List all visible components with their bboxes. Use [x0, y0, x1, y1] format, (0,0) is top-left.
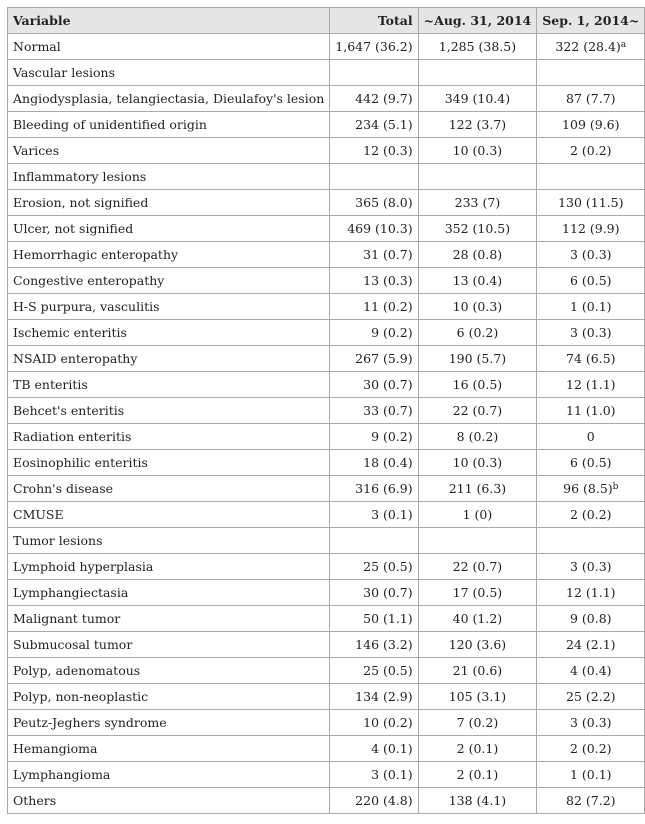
cell-aug	[418, 164, 537, 190]
table-row	[8, 320, 645, 346]
cell-sep-value: 2 (0.2)	[570, 741, 612, 756]
cell-total: 10 (0.2)	[330, 710, 418, 736]
table-row	[8, 138, 645, 164]
cell-aug: 40 (1.2)	[418, 606, 537, 632]
cell-sep	[537, 762, 645, 788]
header-total: Total	[330, 8, 418, 34]
cell-sep-value: 4 (0.4)	[570, 663, 612, 678]
cell-variable: Ischemic enteritis	[8, 320, 330, 346]
cell-sep-value: 3 (0.3)	[570, 247, 612, 262]
cell-total: 25 (0.5)	[330, 658, 418, 684]
cell-aug: 28 (0.8)	[418, 242, 537, 268]
cell-variable: Peutz-Jeghers syndrome	[8, 710, 330, 736]
cell-variable: Congestive enteropathy	[8, 268, 330, 294]
table-row	[8, 528, 645, 554]
cell-variable: Lymphangioma	[8, 762, 330, 788]
table-row	[8, 736, 645, 762]
cell-total: 9 (0.2)	[330, 320, 418, 346]
cell-variable: TB enteritis	[8, 372, 330, 398]
cell-sep-value: 6 (0.5)	[570, 455, 612, 470]
cell-sep-value: 82 (7.2)	[566, 793, 616, 808]
cell-total: 13 (0.3)	[330, 268, 418, 294]
cell-sep	[537, 450, 645, 476]
cell-sep-value: 109 (9.6)	[562, 117, 620, 132]
cell-sep	[537, 736, 645, 762]
cell-sep	[537, 788, 645, 814]
table-row	[8, 632, 645, 658]
cell-aug: 7 (0.2)	[418, 710, 537, 736]
cell-sep	[537, 60, 645, 86]
cell-sep-value: 6 (0.5)	[570, 273, 612, 288]
cell-aug: 1,285 (38.5)	[418, 34, 537, 60]
footnote-marker: a	[620, 40, 627, 50]
cell-total: 442 (9.7)	[330, 86, 418, 112]
cell-sep	[537, 528, 645, 554]
table-row	[8, 710, 645, 736]
cell-sep-value: 96 (8.5)	[563, 481, 613, 496]
cell-variable: NSAID enteropathy	[8, 346, 330, 372]
cell-sep	[537, 398, 645, 424]
cell-sep-value: 11 (1.0)	[566, 403, 616, 418]
cell-aug	[418, 60, 537, 86]
table-row	[8, 372, 645, 398]
table-row	[8, 658, 645, 684]
cell-aug	[418, 528, 537, 554]
cell-aug: 10 (0.3)	[418, 138, 537, 164]
cell-total: 9 (0.2)	[330, 424, 418, 450]
cell-total: 365 (8.0)	[330, 190, 418, 216]
cell-variable: Polyp, adenomatous	[8, 658, 330, 684]
cell-sep	[537, 294, 645, 320]
cell-total: 50 (1.1)	[330, 606, 418, 632]
cell-sep	[537, 476, 645, 502]
table-body	[8, 34, 645, 814]
cell-sep-value: 24 (2.1)	[566, 637, 616, 652]
cell-variable: H-S purpura, vasculitis	[8, 294, 330, 320]
cell-sep	[537, 216, 645, 242]
cell-sep	[537, 164, 645, 190]
cell-sep-value: 74 (6.5)	[566, 351, 616, 366]
cell-total	[330, 164, 418, 190]
cell-sep	[537, 320, 645, 346]
header-variable: Variable	[8, 8, 330, 34]
cell-sep	[537, 190, 645, 216]
cell-aug: 16 (0.5)	[418, 372, 537, 398]
cell-variable: Eosinophilic enteritis	[8, 450, 330, 476]
table-row	[8, 762, 645, 788]
table-row	[8, 346, 645, 372]
cell-variable: Hemorrhagic enteropathy	[8, 242, 330, 268]
table-row	[8, 580, 645, 606]
cell-sep	[537, 606, 645, 632]
cell-total: 31 (0.7)	[330, 242, 418, 268]
cell-sep-value: 3 (0.3)	[570, 559, 612, 574]
cell-variable: Malignant tumor	[8, 606, 330, 632]
cell-variable: Lymphangiectasia	[8, 580, 330, 606]
cell-aug: 10 (0.3)	[418, 294, 537, 320]
cell-variable: Ulcer, not signified	[8, 216, 330, 242]
cell-aug: 17 (0.5)	[418, 580, 537, 606]
cell-variable: Bleeding of unidentified origin	[8, 112, 330, 138]
cell-sep-value: 9 (0.8)	[570, 611, 612, 626]
cell-sep-value: 1 (0.1)	[570, 299, 612, 314]
cell-sep-value: 130 (11.5)	[558, 195, 624, 210]
cell-variable: Tumor lesions	[8, 528, 330, 554]
table-row	[8, 450, 645, 476]
cell-sep-value: 3 (0.3)	[570, 715, 612, 730]
table-row	[8, 34, 645, 60]
cell-variable: Behcet's enteritis	[8, 398, 330, 424]
cell-sep-value: 2 (0.2)	[570, 507, 612, 522]
cell-sep	[537, 424, 645, 450]
header-row	[8, 8, 645, 34]
cell-variable: Lymphoid hyperplasia	[8, 554, 330, 580]
table-row	[8, 476, 645, 502]
cell-variable: Angiodysplasia, telangiectasia, Dieulafoy's lesion	[8, 86, 330, 112]
table-row	[8, 242, 645, 268]
cell-sep-value: 87 (7.7)	[566, 91, 616, 106]
table-row	[8, 294, 645, 320]
table-row	[8, 216, 645, 242]
table-row	[8, 424, 645, 450]
table-row	[8, 86, 645, 112]
cell-total: 220 (4.8)	[330, 788, 418, 814]
table-row	[8, 268, 645, 294]
cell-sep-value: 25 (2.2)	[566, 689, 616, 704]
cell-sep	[537, 554, 645, 580]
cell-total: 30 (0.7)	[330, 372, 418, 398]
cell-sep-value: 12 (1.1)	[566, 585, 616, 600]
cell-variable: Submucosal tumor	[8, 632, 330, 658]
cell-variable: Varices	[8, 138, 330, 164]
cell-total: 33 (0.7)	[330, 398, 418, 424]
cell-sep	[537, 112, 645, 138]
cell-total: 3 (0.1)	[330, 502, 418, 528]
cell-sep	[537, 710, 645, 736]
cell-variable: Radiation enteritis	[8, 424, 330, 450]
footnote-marker: b	[612, 482, 619, 492]
cell-aug: 21 (0.6)	[418, 658, 537, 684]
cell-sep-value: 0	[586, 429, 595, 444]
cell-aug: 8 (0.2)	[418, 424, 537, 450]
cell-total: 146 (3.2)	[330, 632, 418, 658]
cell-aug: 120 (3.6)	[418, 632, 537, 658]
cell-total: 11 (0.2)	[330, 294, 418, 320]
table-row	[8, 502, 645, 528]
cell-variable: CMUSE	[8, 502, 330, 528]
cell-sep	[537, 658, 645, 684]
cell-sep	[537, 86, 645, 112]
header-sep: Sep. 1, 2014~	[537, 8, 645, 34]
cell-total: 25 (0.5)	[330, 554, 418, 580]
table-row	[8, 684, 645, 710]
cell-variable: Normal	[8, 34, 330, 60]
cell-sep	[537, 502, 645, 528]
cell-total: 134 (2.9)	[330, 684, 418, 710]
cell-total: 234 (5.1)	[330, 112, 418, 138]
cell-total: 18 (0.4)	[330, 450, 418, 476]
cell-sep-value: 2 (0.2)	[570, 143, 612, 158]
cell-sep-value: 12 (1.1)	[566, 377, 616, 392]
cell-variable: Polyp, non-neoplastic	[8, 684, 330, 710]
cell-total: 12 (0.3)	[330, 138, 418, 164]
cell-aug: 211 (6.3)	[418, 476, 537, 502]
cell-aug: 10 (0.3)	[418, 450, 537, 476]
cell-sep	[537, 580, 645, 606]
cell-aug: 352 (10.5)	[418, 216, 537, 242]
cell-sep	[537, 242, 645, 268]
table-row	[8, 164, 645, 190]
cell-aug: 138 (4.1)	[418, 788, 537, 814]
cell-sep	[537, 346, 645, 372]
table-row	[8, 398, 645, 424]
cell-sep-value: 112 (9.9)	[562, 221, 620, 236]
cell-total: 267 (5.9)	[330, 346, 418, 372]
cell-variable: Hemangioma	[8, 736, 330, 762]
cell-aug: 6 (0.2)	[418, 320, 537, 346]
cell-sep-value: 3 (0.3)	[570, 325, 612, 340]
table-row	[8, 554, 645, 580]
cell-aug: 2 (0.1)	[418, 736, 537, 762]
cell-aug: 22 (0.7)	[418, 398, 537, 424]
cell-aug: 349 (10.4)	[418, 86, 537, 112]
table-row	[8, 112, 645, 138]
cell-sep	[537, 632, 645, 658]
cell-aug: 13 (0.4)	[418, 268, 537, 294]
header-aug: ~Aug. 31, 2014	[418, 8, 537, 34]
cell-variable: Others	[8, 788, 330, 814]
cell-aug: 22 (0.7)	[418, 554, 537, 580]
cell-variable: Vascular lesions	[8, 60, 330, 86]
cell-sep	[537, 34, 645, 60]
cell-aug: 190 (5.7)	[418, 346, 537, 372]
cell-total: 469 (10.3)	[330, 216, 418, 242]
cell-variable: Crohn's disease	[8, 476, 330, 502]
cell-aug: 2 (0.1)	[418, 762, 537, 788]
table-row	[8, 788, 645, 814]
cell-sep	[537, 372, 645, 398]
cell-total: 316 (6.9)	[330, 476, 418, 502]
cell-aug: 1 (0)	[418, 502, 537, 528]
cell-sep-value: 322 (28.4)	[555, 39, 621, 54]
cell-sep	[537, 268, 645, 294]
cell-sep-value: 1 (0.1)	[570, 767, 612, 782]
cell-total: 3 (0.1)	[330, 762, 418, 788]
cell-sep	[537, 138, 645, 164]
cell-total	[330, 528, 418, 554]
table-row	[8, 60, 645, 86]
cell-total: 1,647 (36.2)	[330, 34, 418, 60]
table-row	[8, 606, 645, 632]
cell-variable: Inflammatory lesions	[8, 164, 330, 190]
cell-variable: Erosion, not signified	[8, 190, 330, 216]
cell-sep	[537, 684, 645, 710]
table-row	[8, 190, 645, 216]
cell-total	[330, 60, 418, 86]
cell-aug: 105 (3.1)	[418, 684, 537, 710]
cell-aug: 233 (7)	[418, 190, 537, 216]
cell-total: 4 (0.1)	[330, 736, 418, 762]
findings-table	[7, 7, 645, 814]
cell-aug: 122 (3.7)	[418, 112, 537, 138]
cell-total: 30 (0.7)	[330, 580, 418, 606]
